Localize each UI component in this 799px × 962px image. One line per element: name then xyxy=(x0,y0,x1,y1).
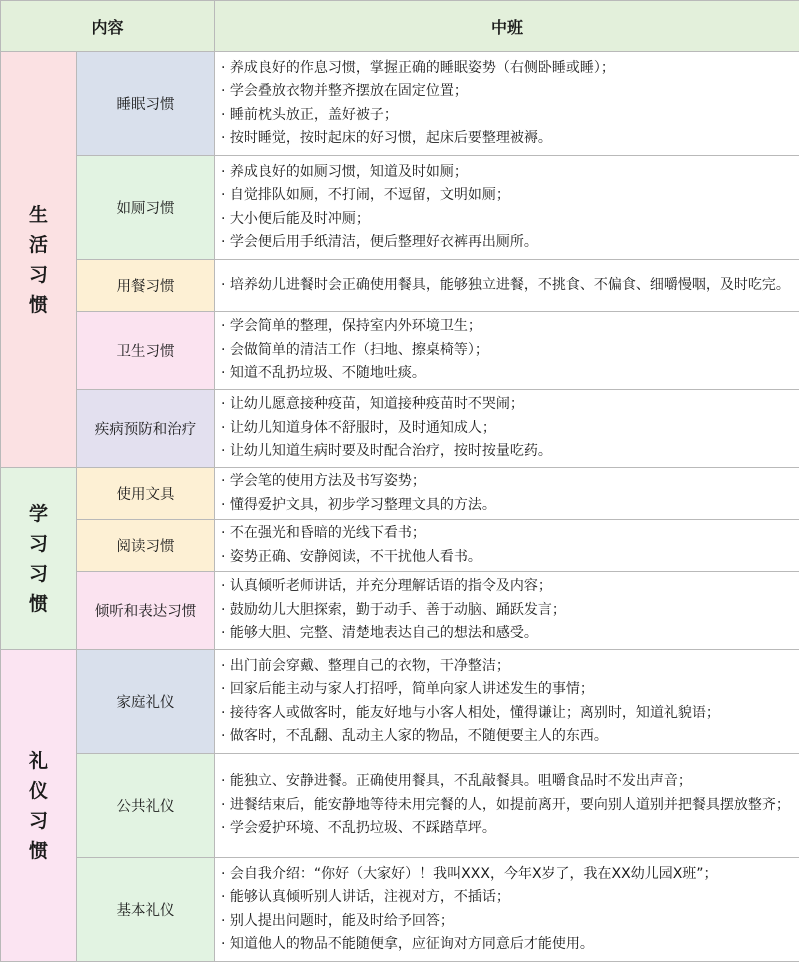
subcategory-label: 倾听和表达习惯 xyxy=(77,572,215,650)
content-line: · 学会笔的使用方法及书写姿势； xyxy=(221,473,426,489)
header-row xyxy=(1,1,799,52)
content-line: · 学会简单的整理，保持室内外环境卫生； xyxy=(221,318,482,335)
header-class: 中班 xyxy=(215,1,799,52)
table-row xyxy=(1,52,799,156)
content-line: · 让幼儿知道生病时要及时配合治疗，按时按量吃药。 xyxy=(221,443,552,460)
content-line: · 学会爱护环境、不乱扔垃圾、不踩踏草坪。 xyxy=(221,820,496,837)
content-line: · 回家后能主动与家人打招呼，简单向家人讲述发生的事情； xyxy=(221,681,594,697)
table-row xyxy=(1,390,799,468)
content-line: · 学会叠放衣物并整齐摆放在固定位置； xyxy=(221,83,468,99)
content-line: · 让幼儿愿意接种疫苗，知道接种疫苗时不哭闹； xyxy=(221,396,524,413)
content-cell xyxy=(215,52,799,156)
content-line: · 能够大胆、完整、清楚地表达自己的想法和感受。 xyxy=(221,625,538,642)
content-cell xyxy=(215,650,799,754)
content-line: · 能独立、安静进餐。正确使用餐具，不乱敲餐具。咀嚼食品时不发出声音； xyxy=(221,773,692,790)
content-line: · 做客时，不乱翻、乱动主人家的物品，不随便要主人的东西。 xyxy=(221,728,608,744)
subcategory-label: 阅读习惯 xyxy=(77,520,215,572)
subcategory-label: 基本礼仪 xyxy=(77,858,215,962)
subcategory-label: 用餐习惯 xyxy=(77,260,215,312)
subcategory-label: 如厕习惯 xyxy=(77,156,215,260)
content-line: · 会做简单的清洁工作（扫地、擦桌椅等）； xyxy=(221,341,489,358)
content-line: · 出门前会穿戴、整理自己的衣物，干净整洁； xyxy=(221,657,510,674)
content-line: · 不在强光和昏暗的光线下看书； xyxy=(221,525,426,541)
content-cell xyxy=(215,156,799,260)
content-line: · 会自我介绍：“你好（大家好）！我叫XXX，今年X岁了，我在XX幼儿园X班”； xyxy=(221,865,718,882)
table-row xyxy=(1,754,799,858)
category-cell xyxy=(1,52,77,468)
content-line: · 睡前枕头放正，盖好被子； xyxy=(221,106,398,123)
content-line: · 自觉排队如厕，不打闹，不逗留，文明如厕； xyxy=(221,187,510,203)
content-line: · 大小便后能及时冲厕； xyxy=(221,210,370,227)
content-line: · 知道他人的物品不能随便拿，应征询对方同意后才能使用。 xyxy=(221,936,594,952)
content-cell xyxy=(215,312,799,390)
content-line: · 让幼儿知道身体不舒服时，及时通知成人； xyxy=(221,419,496,436)
content-line: · 养成良好的作息习惯，掌握正确的睡眠姿势（右侧卧睡或睡）； xyxy=(221,59,615,76)
content-cell xyxy=(215,754,799,858)
content-line: · 别人提出问题时，能及时给予回答； xyxy=(221,912,454,929)
content-line: · 按时睡觉，按时起床的好习惯，起床后要整理被褥。 xyxy=(221,130,552,146)
content-cell xyxy=(215,468,799,520)
category-label: 学习习惯 xyxy=(28,502,48,615)
table-row xyxy=(1,468,799,520)
content-line: · 鼓励幼儿大胆探索，勤于动手、善于动脑、踊跃发言； xyxy=(221,601,566,618)
subcategory-label: 卫生习惯 xyxy=(77,312,215,390)
content-line: · 认真倾听老师讲话，并充分理解话语的指令及内容； xyxy=(221,578,552,595)
content-line: · 培养幼儿进餐时会正确使用餐具，能够独立进餐，不挑食、不偏食、细嚼慢咽，及时吃完。 xyxy=(221,276,790,293)
category-cell xyxy=(1,650,77,962)
table-row xyxy=(1,858,799,962)
subcategory-label: 家庭礼仪 xyxy=(77,650,215,754)
table-row xyxy=(1,572,799,650)
content-cell xyxy=(215,858,799,962)
category-label: 生活习惯 xyxy=(28,203,48,316)
content-line: · 进餐结束后，能安静地等待未用完餐的人，如提前离开，要向别人道别并把餐具摆放整齐； xyxy=(221,796,790,813)
content-line: · 能够认真倾听别人讲话，注视对方，不插话； xyxy=(221,889,510,905)
header-content: 内容 xyxy=(1,1,215,52)
content-line: · 学会便后用手纸清洁，便后整理好衣裤再出厕所。 xyxy=(221,234,538,250)
content-line: · 姿势正确、安静阅读，不干扰他人看书。 xyxy=(221,548,482,565)
category-label: 礼仪习惯 xyxy=(28,749,48,862)
content-line: · 懂得爱护文具，初步学习整理文具的方法。 xyxy=(221,496,496,513)
category-cell xyxy=(1,468,77,650)
subcategory-label: 公共礼仪 xyxy=(77,754,215,858)
table-row xyxy=(1,260,799,312)
content-line: · 知道不乱扔垃圾、不随地吐痰。 xyxy=(221,365,426,382)
table-body xyxy=(1,52,799,962)
content-cell xyxy=(215,390,799,468)
subcategory-label: 疾病预防和治疗 xyxy=(77,390,215,468)
subcategory-label: 使用文具 xyxy=(77,468,215,520)
content-cell xyxy=(215,260,799,312)
content-cell xyxy=(215,520,799,572)
content-cell xyxy=(215,572,799,650)
subcategory-label: 睡眠习惯 xyxy=(77,52,215,156)
table-row xyxy=(1,520,799,572)
table-row xyxy=(1,312,799,390)
table-row xyxy=(1,650,799,754)
content-line: · 接待客人或做客时，能友好地与小客人相处，懂得谦让；离别时，知道礼貌语； xyxy=(221,704,720,721)
table-row xyxy=(1,156,799,260)
content-line: · 养成良好的如厕习惯，知道及时如厕； xyxy=(221,163,468,180)
